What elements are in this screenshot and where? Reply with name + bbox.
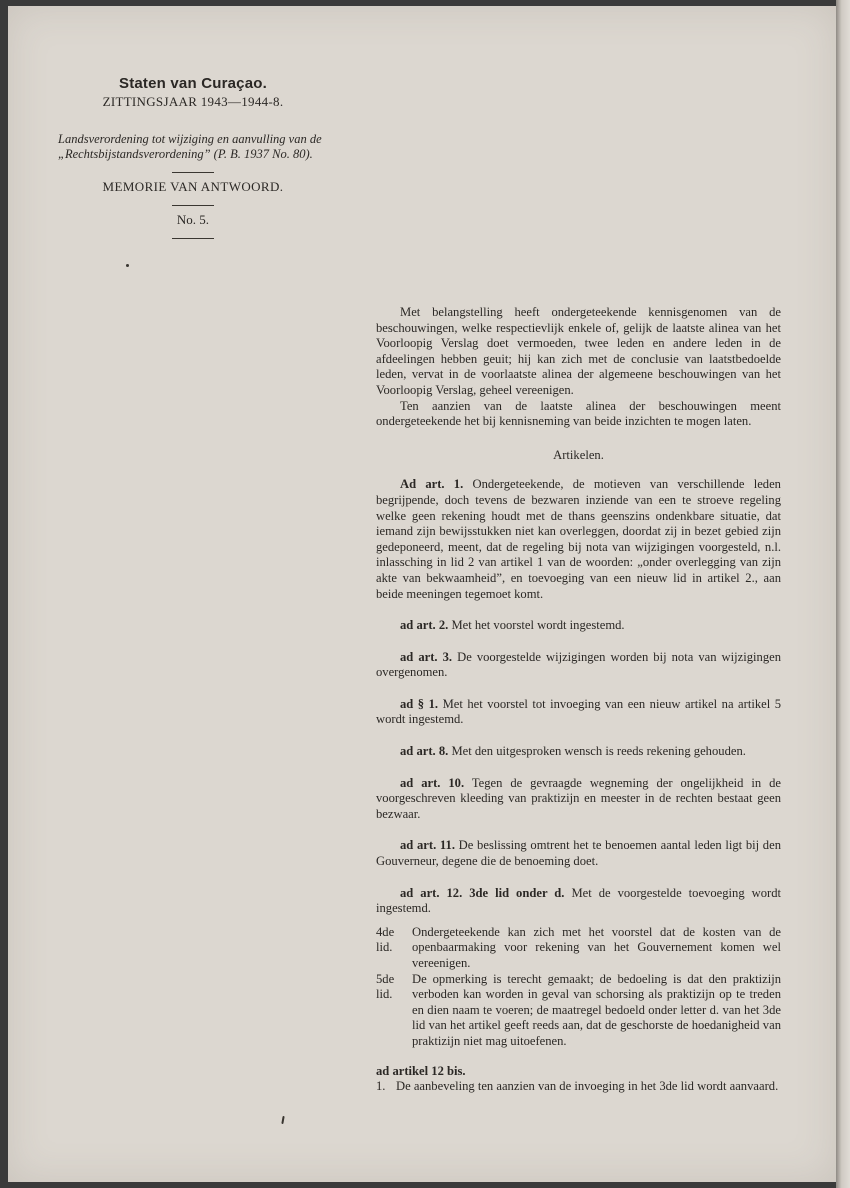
article-label: ad art. 11. [400, 838, 455, 853]
article-label: ad art. 8. [400, 744, 449, 759]
divider [172, 205, 214, 206]
article-paragraph [376, 697, 781, 728]
section-title: Artikelen. [553, 447, 604, 462]
ink-speck [281, 1116, 284, 1124]
document-number: No. 5. [176, 212, 210, 227]
article-paragraph [376, 886, 781, 917]
article-label: ad art. 10. [400, 775, 465, 790]
article-label: ad art. 3. [400, 649, 453, 664]
intro-paragraph: Met belangstelling heeft ondergeteekende kennisgenomen van de beschouwingen, welke respectievlijk enkele of, gelijk de laatste alinea van het Voorloopig Verslag doet vermoeden, twee leden en andere leden in de afdeelingen hebben geuit; hij kan zich met de conclusie van laatstbedoelde leden, vervat in de voorlaatste alinea der algemeene beschouwingen van het Voorloopig Verslag, geheel vereenigen. [376, 305, 781, 397]
ink-speck [126, 264, 129, 267]
document-type: MEMORIE VAN ANTWOORD. [102, 179, 284, 194]
article-paragraph [376, 744, 781, 760]
article-paragraph [376, 838, 781, 869]
article-paragraph [376, 618, 781, 634]
article-label: Ad art. 1. [400, 477, 464, 492]
document-header [48, 75, 338, 245]
item-number: 1. [376, 1079, 386, 1094]
header-title: Staten van Curaçao. [118, 75, 267, 92]
lid-label: 4de lid. [376, 924, 395, 955]
article-text: Ondergeteekende, de motieven van verschillende leden begrijpende, doch tevens de bezwaren inziende van een te stroeve regeling welke geen rekening houdt met de thans geenszins ondenkbare situatie, dat iemand zijn bewijsstukken niet kan overleggen, doordat zij in bezet gebied zijn gedeponeerd, meent, dat de regeling bij nota van wijzigingen voorgesteld, n.l. inlassching in lid 2 van artikel 1 van de woorden: „onder overlegging van zijn akte van bekwaamheid”, en toevoeging van een nieuw lid in artikel 2., aan beide meeningen tegemoet komt. [376, 477, 781, 601]
intro-paragraph: Ten aanzien van de laatste alinea der beschouwingen meent ondergeteekende het bij kennisneming van beide inzichten te mogen laten. [376, 398, 781, 429]
header-session: ZITTINGSJAAR 1943—1944-8. [102, 94, 284, 109]
divider [172, 172, 214, 173]
article-label: ad art. 2. [400, 618, 449, 633]
article-text: Met het voorstel wordt ingestemd. [451, 618, 625, 633]
document-body [376, 305, 781, 1095]
lid-text: De opmerking is terecht gemaakt; de bedoeling is dat den praktizijn verboden kan worden in geval van schorsing als praktizijn op te treden en dien naam te voeren; de maatregel bedoeld onder letter d. van het 3de lid van het artikel geeft reeds aan, dat de geschorste de hoedanigheid van praktizijn niet mag uitoefenen. [412, 971, 781, 1048]
article-text: Met het voorstel tot invoeging van een nieuw artikel na artikel 5 wordt ingestemd. [376, 696, 782, 727]
article-paragraph [376, 776, 781, 823]
article-label: ad art. 12. 3de lid onder d. [400, 885, 565, 900]
lid-paragraph [376, 925, 781, 972]
article-text: De voorgestelde wijzigingen worden bij nota van wijzigingen overgenomen. [376, 649, 782, 680]
article-text: Met de voorgestelde toevoeging wordt ingestemd. [376, 885, 781, 916]
article-12bis-heading: ad artikel 12 bis. [376, 1063, 466, 1078]
lid-paragraph [376, 972, 781, 1050]
article-text: Tegen de gevraagde wegneming der ongelijkheid in de voorgeschreven kleeding van praktizijn en meester in de rechten bestaat geen bezwaar. [376, 775, 781, 821]
article-paragraph [376, 650, 781, 681]
article-12bis [376, 1064, 781, 1095]
article-paragraph [376, 477, 781, 602]
article-text: De beslissing omtrent het te benoemen aantal leden ligt bij den Gouverneur, degene die de benoeming doet. [376, 838, 781, 869]
header-subject: Landsverordening tot wijziging en aanvulling van de „Rechtsbijstandsverordening” (P. B. 1937 No. 80). [58, 132, 322, 161]
lid-label: 5de lid. [376, 971, 395, 1002]
article-text: Met den uitgesproken wensch is reeds rekening gehouden. [451, 744, 746, 759]
divider [172, 238, 214, 239]
article-label: ad § 1. [400, 696, 439, 711]
list-item [376, 1079, 781, 1095]
lid-text: Ondergeteekende kan zich met het voorstel dat de kosten van de openbaarmaking voor rekening van het Gouvernement komen wel vereenigen. [412, 924, 781, 970]
paper-edge [836, 0, 850, 1188]
item-text: De aanbeveling ten aanzien van de invoeging in het 3de lid wordt aanvaard. [396, 1079, 779, 1094]
